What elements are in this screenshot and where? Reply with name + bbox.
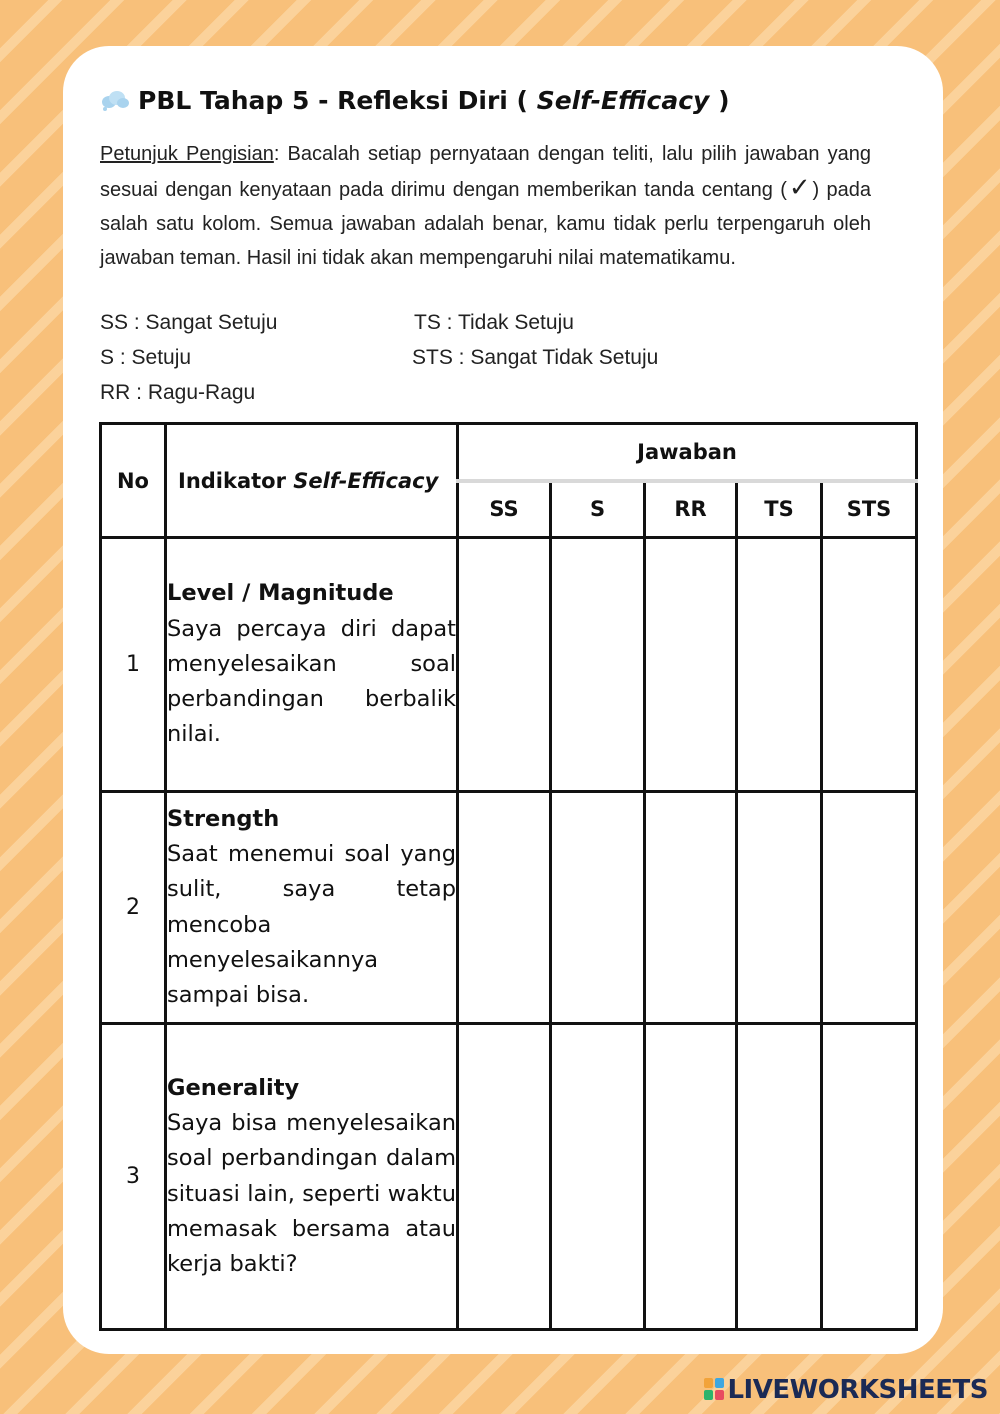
legend-ts: TS : Tidak Setuju: [414, 311, 574, 334]
instructions-text-1: : Bacalah setiap pernyataan dengan teliti, lalu pilih jawaban yang sesuai dengan kenyataan pada dirimu dengan memberikan tanda centang (: [100, 143, 872, 201]
answer-cell-ts[interactable]: [737, 792, 822, 1024]
indicator-cell: [166, 792, 458, 1024]
title-italic: Self-Efficacy: [536, 86, 710, 115]
title-suffix: ): [709, 86, 730, 115]
option-header-sts: STS: [822, 481, 917, 538]
legend-sts: STS : Sangat Tidak Setuju: [412, 346, 659, 369]
brand-text: LIVEWORKSHEETS: [727, 1375, 988, 1405]
answer-cell-rr[interactable]: [645, 538, 737, 792]
thought-cloud-icon: [100, 89, 130, 111]
option-header-s: S: [551, 481, 645, 538]
answer-cell-sts[interactable]: [822, 792, 917, 1024]
answer-cell-s[interactable]: [551, 792, 645, 1024]
header-row-1: [101, 424, 917, 481]
legend-ss: SS : Sangat Setuju: [100, 311, 278, 334]
option-header-rr: RR: [645, 481, 737, 538]
answer-cell-rr[interactable]: [645, 1024, 737, 1330]
indicator-title: Generality: [167, 1074, 300, 1101]
table-row: [101, 792, 917, 1024]
answer-cell-s[interactable]: [551, 538, 645, 792]
page-title: [100, 86, 730, 115]
answer-cell-rr[interactable]: [645, 792, 737, 1024]
indicator-text: Saya percaya diri dapat menyelesaikan soal perbandingan berbalik nilai.: [167, 615, 456, 748]
indicator-cell: [166, 538, 458, 792]
answer-cell-sts[interactable]: [822, 1024, 917, 1330]
answer-cell-sts[interactable]: [822, 538, 917, 792]
table-row: [101, 1024, 917, 1330]
title-prefix: PBL Tahap 5 - Refleksi Diri (: [138, 86, 537, 115]
indicator-title: Level / Magnitude: [167, 580, 394, 607]
indicator-cell: [166, 1024, 458, 1330]
answer-cell-ss[interactable]: [458, 792, 551, 1024]
instructions-text-2: ) pada salah satu kolom. Semua jawaban adalah benar, kamu tidak perlu terpengaruh oleh jawaban teman. Hasil ini tidak akan mempengaruhi nilai matematikamu.: [100, 179, 871, 269]
legend-rr: RR : Ragu-Ragu: [100, 381, 256, 404]
col-indicator-italic: Self-Efficacy: [293, 468, 439, 493]
col-indicator-header: [166, 424, 458, 538]
col-no-header: No: [101, 424, 166, 538]
liveworksheets-logo-icon: [704, 1378, 724, 1400]
indicator-title: Strength: [167, 805, 280, 832]
instructions-label: Petunjuk Pengisian: [100, 143, 274, 165]
check-mark-icon: ✓: [786, 173, 813, 203]
answer-cell-ts[interactable]: [737, 1024, 822, 1330]
table-row: [101, 538, 917, 792]
row-number: 3: [101, 1024, 166, 1330]
row-number: 1: [101, 538, 166, 792]
answer-cell-ts[interactable]: [737, 538, 822, 792]
indicator-text: Saat menemui soal yang sulit, saya tetap mencoba menyelesaikannya sampai bisa.: [167, 841, 456, 1008]
col-answer-header: Jawaban: [458, 424, 917, 481]
col-indicator-prefix: Indikator: [178, 468, 294, 493]
option-header-ts: TS: [737, 481, 822, 538]
row-number: 2: [101, 792, 166, 1024]
legend-s: S : Setuju: [100, 346, 192, 369]
self-efficacy-table: [99, 422, 918, 1331]
option-header-ss: SS: [458, 481, 551, 538]
answer-cell-ss[interactable]: [458, 1024, 551, 1330]
answer-cell-ss[interactable]: [458, 538, 551, 792]
instructions-paragraph: [100, 137, 871, 275]
liveworksheets-logo[interactable]: [704, 1375, 988, 1405]
indicator-text: Saya bisa menyelesaikan soal perbandingan dalam situasi lain, seperti waktu memasak bersama atau kerja bakti?: [167, 1110, 456, 1277]
answer-cell-s[interactable]: [551, 1024, 645, 1330]
